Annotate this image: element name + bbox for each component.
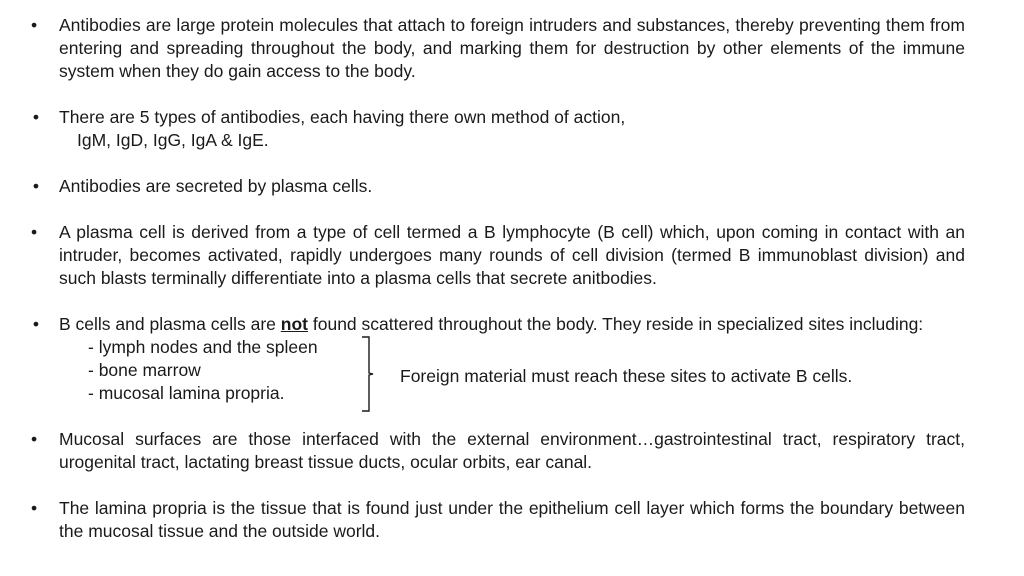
site-item: - bone marrow (88, 360, 201, 380)
antibody-type-list: IgM, IgD, IgG, IgA & IgE. (77, 130, 269, 150)
bullet-b-cell-sites (0, 313, 965, 336)
bullet-antibodies-definition (0, 14, 965, 83)
bullet-plasma-cell-origin (0, 221, 965, 290)
bullet-dot: • (31, 15, 38, 35)
bullet-text: Mucosal surfaces are those interfaced with the external environment…gastrointestinal tract, respiratory tract, urogenital tract, lactating breast tissue ducts, ocular orbits, ear canal. (59, 429, 965, 472)
sites-note: Foreign material must reach these sites to activate B cells. (400, 366, 853, 386)
bullet-text-end: found scattered throughout the body. They reside in specialized sites including: (312, 314, 924, 334)
bullet-plasma-cells (0, 175, 965, 198)
site-item: - lymph nodes and the spleen (88, 337, 318, 357)
right-brace-icon (360, 336, 380, 412)
bullet-dot: • (31, 498, 38, 518)
bullet-text (59, 313, 965, 336)
bullet-dot: • (31, 429, 38, 449)
emphasis-not: not (280, 314, 308, 334)
bullet-mucosal-surfaces (0, 428, 965, 474)
bullet-text: A plasma cell is derived from a type of cell termed a B lymphocyte (B cell) which, upon coming in contact with an intruder, becomes activated, rapidly undergoes many rounds of cell division (termed B immunoblast division) and such blasts terminally differentiate into a plasma cells that secrete anitbodies. (59, 222, 965, 288)
bullet-lamina-propria (0, 497, 965, 543)
slide-content (0, 14, 1024, 566)
bullet-text: Antibodies are secreted by plasma cells. (59, 176, 373, 196)
bullet-dot: • (32, 107, 40, 127)
bullet-dot: • (31, 222, 38, 242)
bullet-text-start: B cells and plasma cells are (59, 314, 276, 334)
bullet-text: The lamina propria is the tissue that is found just under the epithelium cell layer which forms the boundary between the mucosal tissue and the outside world. (59, 498, 965, 541)
site-item: - mucosal lamina propria. (88, 383, 285, 403)
bullet-text: There are 5 types of antibodies, each having there own method of action, (59, 107, 626, 127)
bullet-dot: • (32, 314, 40, 334)
specialized-sites-list (88, 336, 1024, 405)
bullet-text: Antibodies are large protein molecules that attach to foreign intruders and substances, thereby preventing them from entering and spreading throughout the body, and marking them for destruction by other elements of the immune system when they do gain access to the body. (59, 15, 965, 81)
bullet-antibody-types (0, 106, 965, 152)
bullet-dot: • (32, 176, 40, 196)
